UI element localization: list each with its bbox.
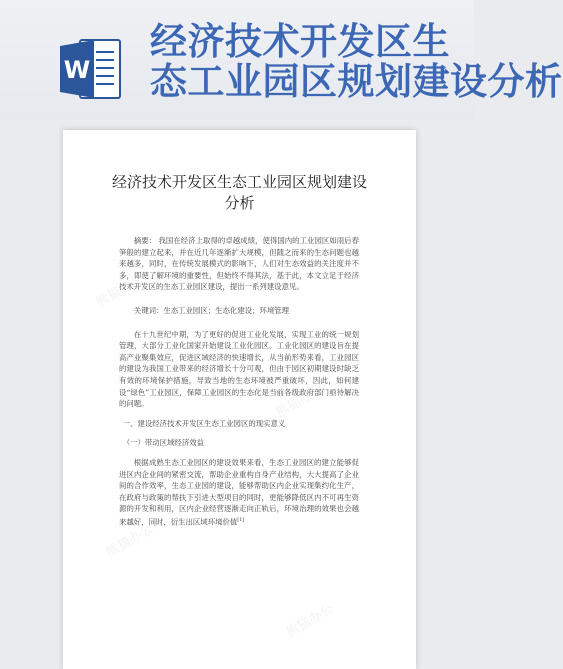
- document-body: [119, 235, 359, 528]
- watermark: 熊猫办公: [103, 521, 157, 561]
- banner-title: [150, 20, 563, 103]
- document-title-line-1: 经济技术开发区生态工业园区规划建设: [111, 173, 367, 191]
- subsection-heading: （一）带动区域经济效益: [122, 438, 204, 448]
- banner-title-line-2: 态工业园区规划建设分析: [150, 60, 563, 103]
- keywords-line: 关键词：生态工业园区；生态化建设；环境管理: [133, 305, 290, 315]
- watermark: 熊猫办公: [283, 601, 337, 641]
- body-paragraph: [119, 457, 359, 528]
- document-page: [63, 130, 416, 669]
- banner: [0, 0, 563, 120]
- document-title: [83, 172, 396, 214]
- banner-title-line-1: 经济技术开发区生: [150, 20, 450, 63]
- word-logo-letter: W: [63, 56, 91, 84]
- abstract-paragraph: 摘要： 我国在经济上取得的卓越成绩，使得国内的工业园区如雨后春笋般的建立起来，并在近几年逐渐扩大规模，但随之而来的生态问题也越来越多，同时，在传统发展模式的影响下，人们对生态效益的关注度并不多，即使了解环境的重要性，但始终不得其法，基于此，本文立足于经济技术开发区的生态工业园区建设，提出一系列建设意见。: [119, 236, 359, 292]
- footnote-marker: [1]: [237, 516, 245, 523]
- watermark: 熊猫办公: [93, 271, 147, 311]
- watermark: 熊猫办公: [273, 381, 327, 421]
- section-heading: 一、建设经济技术开发区生态工业园区的现实意义: [122, 418, 286, 428]
- word-document-icon: [60, 36, 122, 102]
- intro-paragraph: 在十九世纪中期，为了更好的促进工业化发展，实现工业的统一规划管理，大部分工业化国家开始建设工业化园区。工业化园区的建设旨在提高产业聚集效应，促进区域经济的快速增长，从当前形势来看，工业园区的建设为我国工业带来的经济增长十分可观，但由于园区初期建设时缺乏有效的环境保护措施，导致当地的生态环境被严重破坏，因此，如何建设“绿色”工业园区，保障工业园区的生态化是当前各级政府部门亟待解决的问题。: [119, 329, 359, 409]
- document-title-line-2: 分析: [224, 194, 255, 212]
- body-paragraph-text: 根据成熟生态工业园区的建设效果来看，生态工业园区的建立能够促进区内企业间的紧密交流，帮助企业重构自身产业结构，大大提高了企业间的合作效率，生态工业园的建设，能够帮助区内企业实现集约化生产，在政府与政策的帮扶下引进大型项目的同时，更能够降低区内不可再生资源的开发和利用，区内企业经营逐渐走向正轨后，环境治理的效果也会越来越好，同时，衍生出区域环境价值: [119, 457, 359, 527]
